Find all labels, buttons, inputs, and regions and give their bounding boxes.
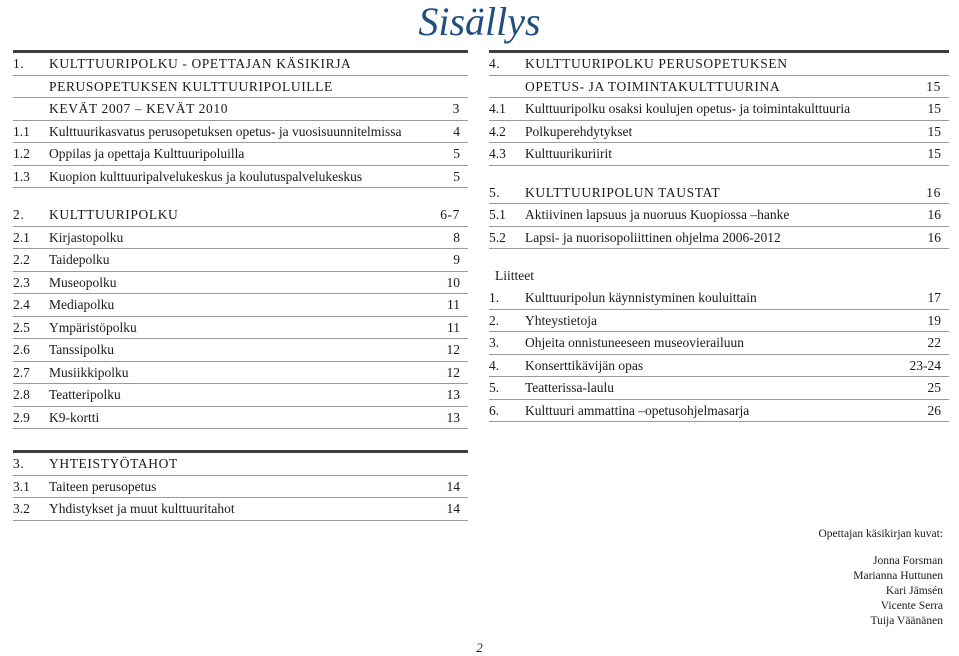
toc-entry-title: Konserttikävijän opas xyxy=(525,357,644,373)
toc-entry-page: 23-24 xyxy=(909,357,941,373)
toc-entry-title: Lapsi- ja nuorisopoliittinen ohjelma 2006-2012 xyxy=(525,229,781,245)
toc-entry xyxy=(13,272,468,295)
toc-entry xyxy=(489,143,949,166)
toc-entry xyxy=(489,53,949,76)
toc-entry xyxy=(489,355,949,378)
toc-entry-title: Museopolku xyxy=(49,274,117,290)
toc-entry-page: 16 xyxy=(927,229,941,245)
toc-entry-title: KEVÄT 2007 – KEVÄT 2010 xyxy=(49,101,229,116)
toc-bottom-column xyxy=(13,450,468,521)
toc-entry-number: 1.1 xyxy=(13,123,30,139)
toc-entry-number: 2.7 xyxy=(13,364,30,380)
toc-entry xyxy=(489,377,949,400)
toc-entry-number: 1. xyxy=(489,290,500,305)
toc-entry xyxy=(13,384,468,407)
toc-entry-page: 4 xyxy=(453,123,460,139)
toc-section-5 xyxy=(489,182,949,250)
page-title: Sisällys xyxy=(418,0,541,44)
toc-entry-number: 2. xyxy=(13,207,25,222)
credit-name: Kari Jämsén xyxy=(885,585,943,597)
credit-name: Marianna Huttunen xyxy=(853,570,943,582)
toc-entry-number: 1. xyxy=(13,56,25,71)
toc-entry-title: Polkuperehdytykset xyxy=(525,123,633,139)
toc-entry xyxy=(489,204,949,227)
toc-entry-page: 17 xyxy=(927,290,941,305)
toc-entry-title: Taiteen perusopetus xyxy=(49,478,157,494)
toc-entry-title: YHTEISTYÖTAHOT xyxy=(49,456,178,471)
toc-entry-title: Teatterissa-laulu xyxy=(525,380,615,395)
toc-left-column xyxy=(13,50,468,429)
liitteet-heading: Liitteet xyxy=(495,268,534,283)
toc-entry-page: 5 xyxy=(453,168,460,184)
toc-entry xyxy=(13,227,468,250)
toc-entry-number: 5.1 xyxy=(489,207,506,222)
toc-entry-title: Kulttuurikasvatus perusopetuksen opetus- ja vuosisuunnitelmissa xyxy=(49,123,402,139)
toc-entry xyxy=(13,76,468,99)
toc-entry-number: 5. xyxy=(489,184,501,200)
toc-entry-page: 12 xyxy=(446,364,460,380)
toc-entry-title: Kulttuuripolun käynnistyminen kouluittain xyxy=(525,290,757,305)
toc-entry-number: 2.5 xyxy=(13,319,30,335)
toc-entry-number: 4. xyxy=(489,357,500,373)
toc-entry-page: 15 xyxy=(926,78,941,94)
toc-entry xyxy=(13,317,468,340)
toc-entry-title: KULTTUURIPOLUN TAUSTAT xyxy=(525,184,721,200)
toc-entry-number: 2.1 xyxy=(13,229,30,245)
toc-entry-title: Kulttuuripolku osaksi koulujen opetus- ja toimintakulttuuria xyxy=(525,101,851,116)
toc-entry-number: 5.2 xyxy=(489,229,506,245)
toc-entry-page: 15 xyxy=(927,146,941,161)
toc-entry-page: 19 xyxy=(927,312,941,328)
credit-name: Tuija Väänänen xyxy=(870,615,943,627)
toc-entry-number: 2.8 xyxy=(13,387,30,402)
toc-entry xyxy=(13,476,468,499)
page-number: 2 xyxy=(476,640,483,655)
toc-entry xyxy=(489,332,949,355)
toc-entry xyxy=(13,294,468,317)
toc-entry-page: 12 xyxy=(446,342,460,357)
toc-entry xyxy=(13,53,468,76)
toc-section-2 xyxy=(13,204,468,429)
toc-entry-page: 14 xyxy=(446,478,460,494)
toc-entry-title: Kirjastopolku xyxy=(49,229,124,245)
toc-entry xyxy=(13,204,468,227)
toc-entry-page: 16 xyxy=(926,184,941,200)
toc-entry-number: 3.2 xyxy=(13,501,30,516)
toc-entry-page: 13 xyxy=(446,387,460,402)
toc-entry-number: 3. xyxy=(13,456,25,471)
toc-entry-number: 4.2 xyxy=(489,123,506,139)
toc-entry xyxy=(13,249,468,272)
toc-entry-number: 1.3 xyxy=(13,168,30,184)
toc-section-4 xyxy=(489,53,949,166)
toc-entry-number: 3.1 xyxy=(13,478,30,494)
toc-entry-title: K9-kortti xyxy=(49,409,100,425)
toc-entry-title: Taidepolku xyxy=(49,252,110,267)
credit-name: Jonna Forsman xyxy=(873,555,943,567)
toc-entry-title: PERUSOPETUKSEN KULTTUURIPOLUILLE xyxy=(49,78,333,94)
toc-entry-title: Kuopion kulttuuripalvelukeskus ja koulutuspalvelukeskus xyxy=(49,168,363,184)
toc-entry xyxy=(489,121,949,144)
toc-right-column xyxy=(489,50,949,422)
toc-entry-page: 10 xyxy=(446,274,460,290)
toc-entry-page: 15 xyxy=(927,101,941,116)
toc-entry-page: 14 xyxy=(446,501,460,516)
toc-entry-page: 6-7 xyxy=(440,207,460,222)
toc-entry-page: 15 xyxy=(927,123,941,139)
toc-entry-title: KULTTUURIPOLKU xyxy=(49,207,179,222)
toc-entry-title: Oppilas ja opettaja Kulttuuripoluilla xyxy=(49,146,245,161)
toc-entry-number: 2.3 xyxy=(13,274,30,290)
toc-entry-page: 8 xyxy=(453,229,460,245)
toc-entry-number: 2.2 xyxy=(13,252,30,267)
toc-entry-title: OPETUS- JA TOIMINTAKULTTUURINA xyxy=(525,78,781,94)
toc-entry-number: 1.2 xyxy=(13,146,30,161)
toc-entry xyxy=(489,98,949,121)
toc-entry xyxy=(13,143,468,166)
toc-entry-title: Aktiivinen lapsuus ja nuoruus Kuopiossa –hanke xyxy=(525,207,790,222)
credit-name: Vicente Serra xyxy=(880,600,943,612)
toc-entry xyxy=(489,182,949,205)
toc-entry-number: 4.3 xyxy=(489,146,506,161)
toc-entry-title: Kulttuuri ammattina –opetusohjelmasarja xyxy=(525,402,750,418)
toc-entry-title: KULTTUURIPOLKU - OPETTAJAN KÄSIKIRJA xyxy=(49,56,352,71)
toc-entry xyxy=(489,227,949,250)
toc-entry-page: 13 xyxy=(446,409,460,425)
toc-entry-page: 16 xyxy=(927,207,941,222)
toc-entry-title: KULTTUURIPOLKU PERUSOPETUKSEN xyxy=(525,56,788,71)
toc-entry-title: Ohjeita onnistuneeseen museovierailuun xyxy=(525,335,744,350)
toc-entry xyxy=(13,498,468,521)
toc-entry-title: Yhteystietoja xyxy=(525,312,597,328)
toc-entry-title: Tanssipolku xyxy=(49,342,115,357)
toc-entry-page: 11 xyxy=(447,297,460,312)
toc-entry xyxy=(489,76,949,99)
toc-appendices xyxy=(489,287,949,422)
toc-entry xyxy=(13,407,468,430)
toc-entry-title: Teatteripolku xyxy=(49,387,121,402)
toc-entry xyxy=(13,362,468,385)
toc-entry-title: Ympäristöpolku xyxy=(49,319,137,335)
credits-names xyxy=(818,554,943,629)
toc-entry-number: 3. xyxy=(489,335,500,350)
toc-entry-page: 22 xyxy=(927,335,941,350)
toc-entry-title: Mediapolku xyxy=(49,297,115,312)
toc-entry-page: 9 xyxy=(453,252,460,267)
toc-entry xyxy=(13,166,468,189)
toc-entry-number: 6. xyxy=(489,402,500,418)
toc-entry xyxy=(13,98,468,121)
toc-entry-number: 2.4 xyxy=(13,297,30,312)
photo-credits xyxy=(818,527,943,629)
toc-entry-page: 26 xyxy=(927,402,941,418)
toc-entry-number: 2. xyxy=(489,312,500,328)
toc-entry-title: Musiikkipolku xyxy=(49,364,129,380)
toc-entry xyxy=(489,287,949,310)
credits-heading: Opettajan käsikirjan kuvat: xyxy=(818,528,943,540)
toc-section-3 xyxy=(13,453,468,521)
toc-entry-number: 2.6 xyxy=(13,342,30,357)
toc-entry-number: 4. xyxy=(489,56,501,71)
toc-entry-page: 25 xyxy=(927,380,941,395)
toc-entry-title: Kulttuurikuriirit xyxy=(525,146,612,161)
toc-entry-number: 4.1 xyxy=(489,101,506,116)
toc-entry-page: 3 xyxy=(452,101,460,116)
toc-entry-page: 5 xyxy=(453,146,460,161)
toc-entry xyxy=(13,121,468,144)
toc-section-1 xyxy=(13,53,468,188)
toc-entry xyxy=(489,400,949,423)
toc-entry-number: 5. xyxy=(489,380,500,395)
toc-entry xyxy=(489,310,949,333)
toc-entry xyxy=(13,453,468,476)
toc-entry-page: 11 xyxy=(447,319,460,335)
toc-entry-title: Yhdistykset ja muut kulttuuritahot xyxy=(49,501,235,516)
toc-entry xyxy=(13,339,468,362)
toc-entry-number: 2.9 xyxy=(13,409,30,425)
